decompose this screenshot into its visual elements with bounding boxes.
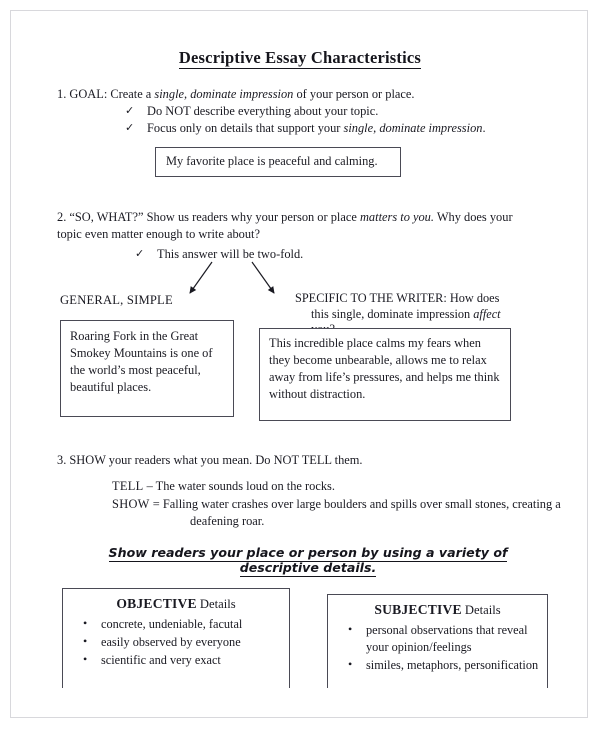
goal-check-list [125, 103, 525, 137]
label-general-simple [60, 293, 173, 308]
section-goal-heading [57, 86, 527, 103]
subjective-bullet-2: similes, metaphors, personification [366, 658, 539, 672]
label-general-simple-text: GENERAL, SIMPLE [60, 293, 173, 307]
goal-number: 1. [57, 87, 67, 101]
example-sentence-text: My favorite place is peaceful and calming. [166, 154, 378, 168]
subjective-details-box [327, 594, 548, 688]
objective-heading-rest: Details [199, 597, 236, 611]
subjective-bullet-list [336, 622, 539, 674]
bullet-icon: • [348, 657, 353, 671]
so-what-emphasis: matters to you. [359, 210, 434, 224]
list-item [336, 622, 539, 656]
section-show-heading [57, 452, 527, 469]
so-what-check-1-text: This answer will be two-fold. [157, 247, 304, 261]
descriptive-details-banner-text: Show readers your place or person by using a variety of descriptive details. [108, 545, 508, 575]
show-heading-bold-2: TELL [301, 453, 332, 467]
label-specific-line2-pre: this single, dominate impression [311, 306, 471, 321]
goal-emphasis: single, dominate impression [154, 87, 294, 101]
goal-check-item-2 [125, 120, 525, 137]
check-icon: ✓ [135, 248, 145, 260]
show-heading-bold-1: SHOW [69, 453, 106, 467]
section-so-what-heading [57, 209, 537, 242]
check-icon: ✓ [125, 122, 135, 134]
objective-heading-cap: OBJECTIVE [116, 596, 197, 611]
show-label: SHOW [112, 496, 150, 511]
objective-bullet-3: scientific and very exact [101, 653, 221, 667]
subjective-bullet-1: personal observations that reveal your opinion/feelings [366, 623, 528, 654]
show-heading-end: them. [334, 453, 363, 467]
tell-label: TELL [112, 479, 144, 493]
list-item [71, 616, 281, 633]
goal-label: GOAL: [69, 87, 108, 101]
specific-example-box [259, 328, 511, 421]
goal-lead: Create a [110, 87, 152, 101]
goal-check-2-pre: Focus only on details that support your [147, 121, 341, 135]
check-icon: ✓ [125, 105, 135, 117]
show-text-continued: deafening roar. [190, 514, 265, 528]
example-sentence-box [155, 147, 401, 177]
specific-example-text: This incredible place calms my fears when they become unbearable, allows me to relax away from life’s pressures, and helps me think without distraction. [269, 336, 500, 401]
tell-text: The water sounds loud on the rocks. [155, 479, 335, 493]
show-number: 3. [57, 453, 67, 467]
subjective-heading-cap: SUBJECTIVE [374, 602, 462, 617]
objective-bullet-list [71, 616, 281, 669]
show-heading-mid: your readers what you mean. Do NOT [108, 453, 299, 467]
goal-check-1-text: Do NOT describe everything about your topic. [147, 104, 379, 118]
show-text: Falling water crashes over large boulders and spills over small stones, creating a [162, 496, 561, 511]
bullet-icon: • [83, 652, 88, 666]
subjective-heading-rest: Details [464, 603, 501, 617]
branch-arrows [160, 252, 310, 307]
so-what-lead: Show us readers why your person or place [146, 210, 357, 224]
page-title-text: Descriptive Essay Characteristics [178, 48, 422, 67]
general-example-text: Roaring Fork in the Great Smokey Mountains is one of the world’s most peaceful, beautiful places. [70, 329, 213, 394]
show-row [112, 496, 561, 531]
subjective-heading [336, 601, 539, 619]
tell-separator: – [146, 479, 153, 493]
goal-tail: of your person or place. [296, 87, 415, 101]
objective-bullet-1: concrete, undeniable, facutal [101, 617, 243, 631]
page-title [0, 48, 600, 68]
so-what-number: 2. [57, 210, 67, 224]
objective-heading [71, 595, 281, 613]
label-specific-line1: SPECIFIC TO THE WRITER: How does [295, 291, 500, 305]
goal-check-2-emphasis: single, dominate impression [343, 121, 483, 135]
objective-bullet-2: easily observed by everyone [101, 635, 241, 649]
show-separator: = [152, 496, 160, 511]
goal-check-2-post: . [482, 121, 486, 135]
list-item [71, 652, 281, 669]
tell-show-examples [112, 478, 561, 531]
goal-check-item-1 [125, 103, 525, 120]
list-item [336, 657, 539, 674]
so-what-tail: Why does your topic even matter enough to write about? [57, 210, 513, 241]
objective-details-box [62, 588, 290, 688]
general-example-box [60, 320, 234, 417]
list-item [71, 634, 281, 651]
so-what-quoted: “SO, WHAT?” [69, 210, 144, 224]
bullet-icon: • [83, 616, 88, 630]
descriptive-details-banner [88, 545, 528, 575]
label-specific-line2-emphasis: affect [473, 306, 501, 321]
bullet-icon: • [348, 622, 353, 636]
tell-row [112, 478, 532, 496]
bullet-icon: • [83, 634, 88, 648]
